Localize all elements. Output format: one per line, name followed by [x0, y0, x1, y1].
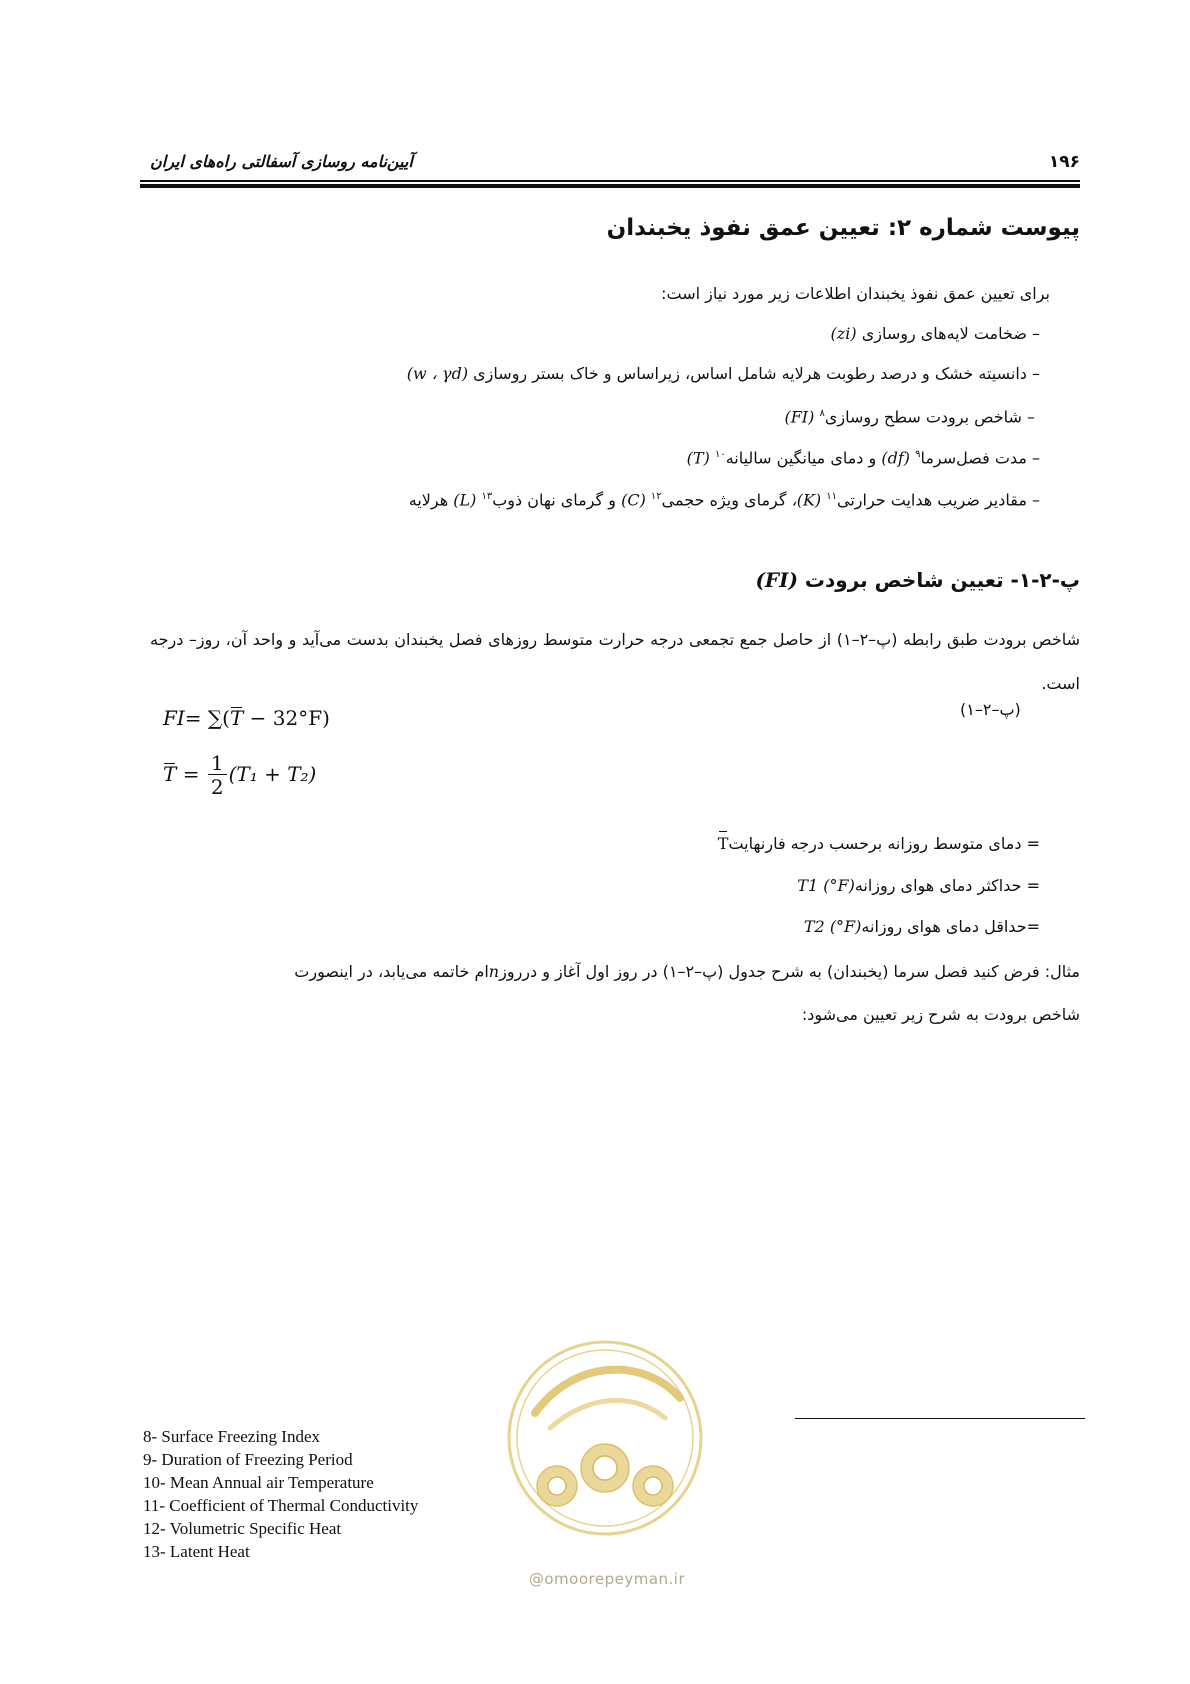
footnote-ref-13: ۱۳ [481, 491, 493, 502]
t-bar: T [229, 706, 244, 730]
equation-freezing-index: FI= ∑(T − 32°F) [163, 706, 330, 730]
footnote-11: 11- Coefficient of Thermal Conductivity [143, 1496, 419, 1515]
intro-paragraph: برای تعیین عمق نفوذ یخبندان اطلاعات زیر مورد نیاز است: [661, 284, 1050, 303]
list-item-density: – دانسیته خشک و درصد رطوبت هرلایه شامل اساس، زیراساس و خاک بستر روسازی (w ، γd) [406, 364, 1040, 383]
equation-mean-temperature: T = $\frac{1}{2}$ (T₁ + T₂) [163, 751, 317, 799]
footnote-rule [795, 1418, 1085, 1419]
watermark-url: @omoorepeyman.ir [528, 1570, 686, 1588]
footnote-10: 10- Mean Annual air Temperature [143, 1473, 374, 1492]
section-paragraph: شاخص برودت طبق رابطه (پ–۲–۱) از حاصل جمع تجمعی درجه حرارت متوسط روزهای فصل یخبندان بدست می‌آید و واحد آن، روز– درجه است. [150, 630, 1080, 693]
equation-label: (پ–۲–۱) [960, 700, 1021, 719]
list-item-thermal-properties: – مقادیر ضریب هدایت حرارتی$^{۱۱}$ (K)، گرمای ویژه حجمی$^{۱۲}$ (C) و گرمای نهان ذوب$^{۱۳}$ (L) هرلایه [408, 490, 1040, 510]
definition-mean-temp: = دمای متوسط روزانه برحسب درجه فارنهایتT [150, 830, 1040, 858]
footnote-13: 13- Latent Heat [143, 1542, 250, 1561]
footnote-12: 12- Volumetric Specific Heat [143, 1519, 342, 1538]
footnote-8: 8- Surface Freezing Index [143, 1427, 321, 1446]
header-rule-thick [140, 184, 1080, 188]
appendix-heading: پیوست شماره ۲: تعیین عمق نفوذ یخبندان [606, 215, 1080, 241]
list-item-thickness: – ضخامت لایه‌های روسازی (zi) [830, 324, 1040, 343]
footnote-ref-9: ۹ [915, 449, 921, 460]
footnote-ref-11: ۱۱ [826, 491, 837, 502]
header-rule-thin [140, 180, 1080, 182]
section-heading: پ-۲-۱- تعیین شاخص برودت (FI) [755, 568, 1080, 592]
definition-max-temp: = حداکثر دمای هوای روزانهT1 (°F) [797, 876, 1040, 895]
footnote-9: 9- Duration of Freezing Period [143, 1450, 353, 1469]
example-line-1: مثال: فرض کنید فصل سرما (یخبندان) به شرح جدول (پ–۲–۱) در روز اول آغاز و درروزnام خاتمه می‌یابد، در اینصورت [294, 962, 1080, 981]
page-number: ۱۹۶ [1048, 152, 1080, 172]
running-header-title: آیین‌نامه روسازی آسفالتی راه‌های ایران [150, 152, 413, 171]
definition-min-temp: =حداقل دمای هوای روزانهT2 (°F) [803, 917, 1040, 936]
footnote-ref-12: ۱۲ [650, 491, 662, 502]
footnote-ref-8: ۸ [819, 408, 825, 419]
footnote-ref-10: ۱۰ [714, 449, 726, 460]
list-item-freezing-index: – شاخص برودت سطح روسازی$^۸$ (FI) [784, 407, 1035, 427]
list-item-freezing-period: – مدت فصل‌سرما$^۹$ (df) و دمای میانگین سالیانه$^{۱۰}$ (T) [686, 448, 1040, 468]
example-line-2: شاخص برودت به شرح زیر تعیین می‌شود: [801, 1005, 1080, 1024]
